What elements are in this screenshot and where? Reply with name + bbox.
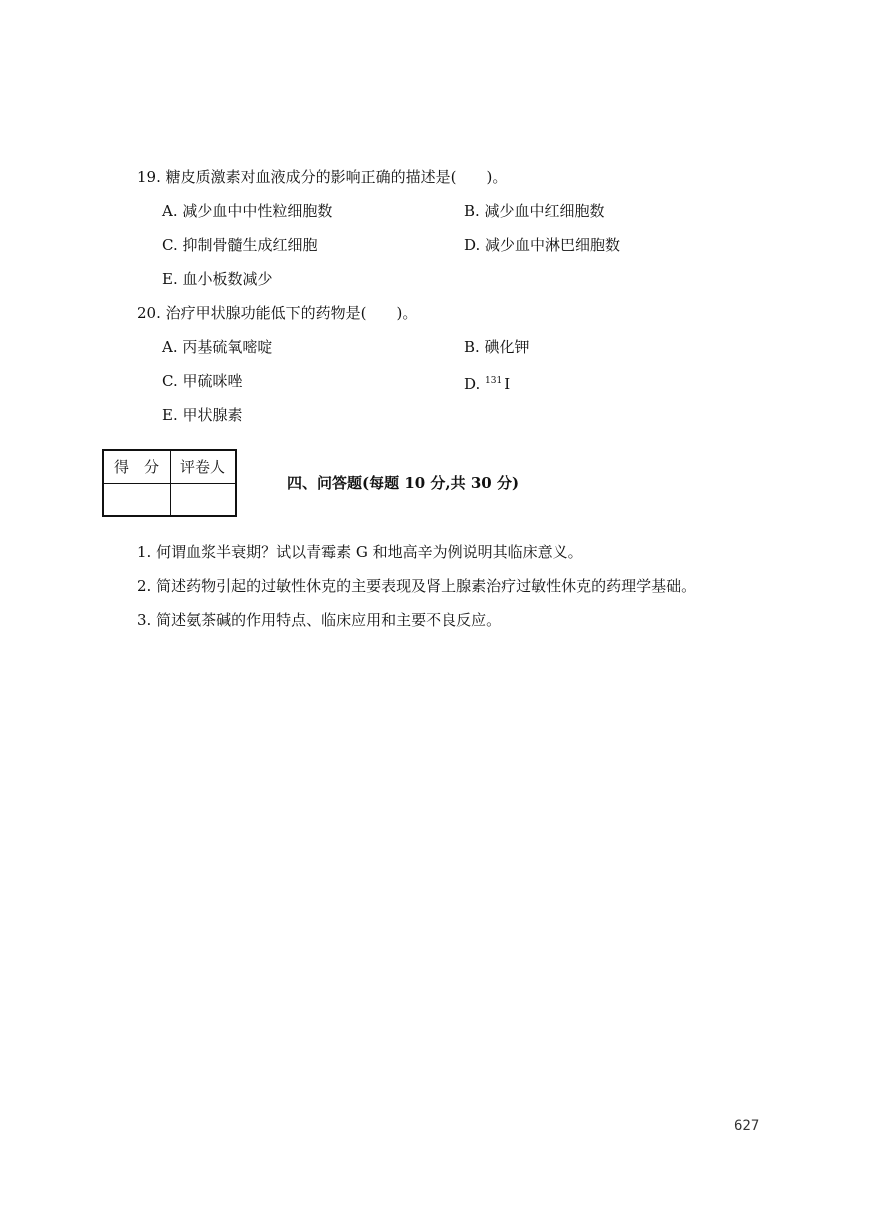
section-title: 四、问答题(每题 10 分,共 30 分): [287, 474, 520, 492]
essay-question-3: 3. 简述氨茶碱的作用特点、临床应用和主要不良反应。: [137, 611, 502, 629]
grader-label: 评卷人: [180, 458, 226, 476]
score-label: 得 分: [114, 458, 160, 476]
question-20-option-d: [464, 371, 510, 394]
score-box-divider-vertical: [170, 451, 171, 515]
question-19-option-a: A. 减少血中中性粒细胞数: [162, 202, 333, 220]
essay-question-1: 1. 何谓血浆半衰期？试以青霉素 G 和地高辛为例说明其临床意义。: [137, 543, 583, 561]
question-20-option-b: B. 碘化钾: [464, 338, 530, 356]
question-20-option-d-prefix: D.: [464, 375, 481, 393]
question-19-option-d: D. 减少血中淋巴细胞数: [464, 236, 621, 254]
question-19-option-c: C. 抑制骨髓生成红细胞: [162, 236, 318, 254]
question-20-option-a: A. 丙基硫氧嘧啶: [162, 338, 273, 356]
question-20-stem: 20. 治疗甲状腺功能低下的药物是( )。: [137, 304, 418, 322]
page-number: 627: [734, 1118, 760, 1134]
question-19-stem: 19. 糖皮质激素对血液成分的影响正确的描述是( )。: [137, 168, 508, 186]
question-20-option-e: E. 甲状腺素: [162, 406, 243, 424]
question-20-option-d-text: I: [504, 375, 511, 393]
question-19-option-e: E. 血小板数减少: [162, 270, 273, 288]
question-20-option-d-superscript: 131: [485, 376, 503, 386]
score-box: [102, 449, 237, 517]
essay-question-2: 2. 简述药物引起的过敏性休克的主要表现及肾上腺素治疗过敏性休克的药理学基础。: [137, 577, 697, 595]
question-19-option-b: B. 减少血中红细胞数: [464, 202, 605, 220]
question-20-option-c: C. 甲硫咪唑: [162, 372, 243, 390]
